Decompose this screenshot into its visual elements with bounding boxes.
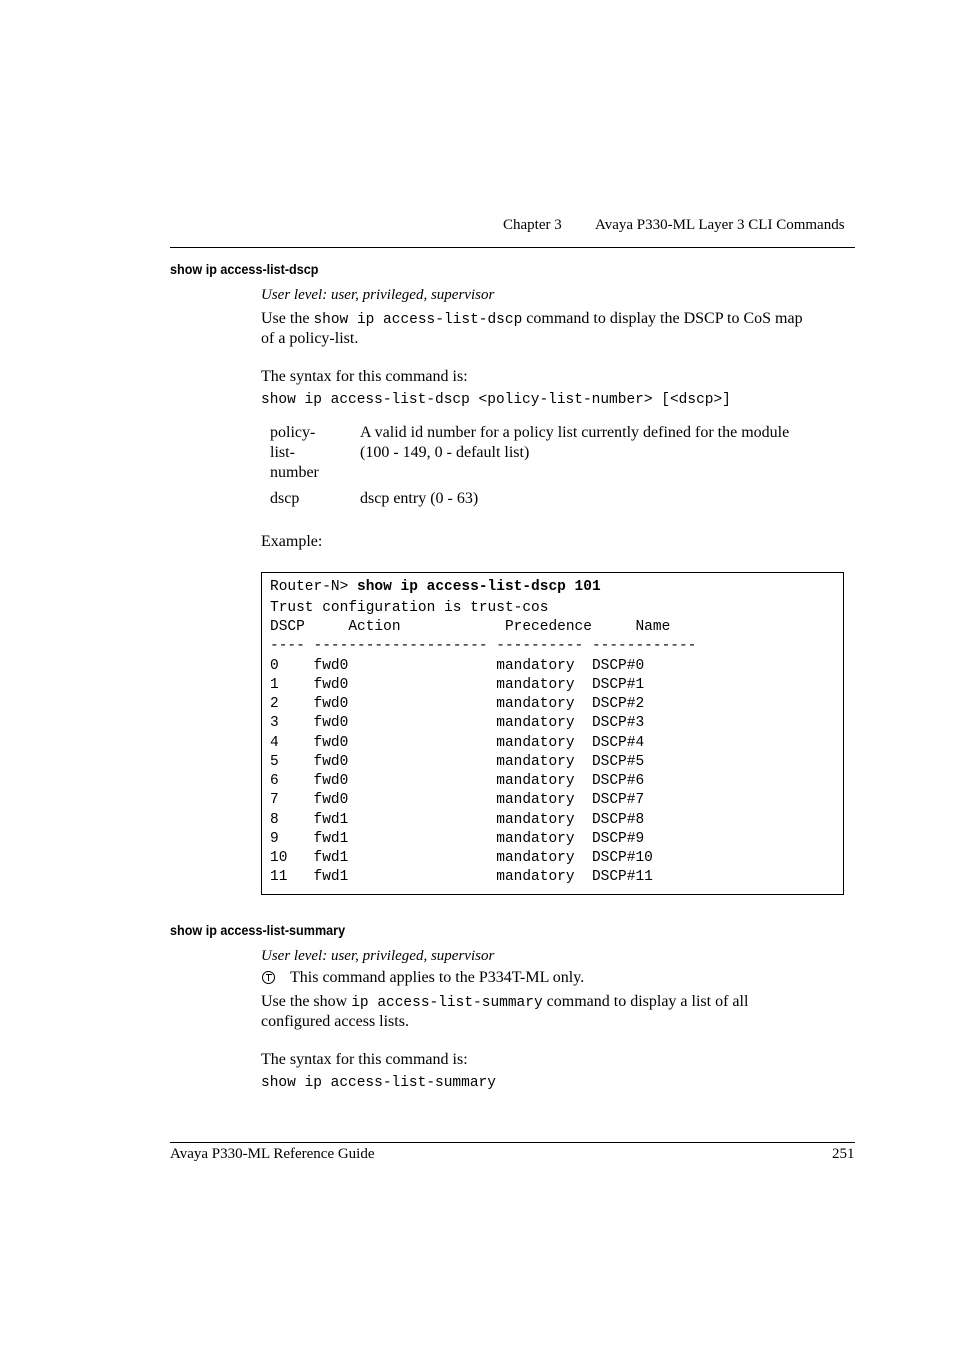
code-line: 9 fwd1 mandatory DSCP#9 bbox=[270, 831, 645, 847]
code-line: 2 fwd0 mandatory DSCP#2 bbox=[270, 696, 645, 712]
note-text: This command applies to the P334T-ML only. bbox=[290, 969, 585, 986]
info-icon bbox=[262, 971, 275, 984]
param-description bbox=[360, 423, 789, 463]
code-line: 10 fwd1 mandatory DSCP#10 bbox=[270, 850, 653, 866]
code-command-line bbox=[270, 578, 601, 596]
description-text: Use the bbox=[261, 310, 314, 327]
inline-command: ip access-list-summary bbox=[351, 995, 543, 1011]
code-line: Trust configuration is trust-cos bbox=[270, 600, 549, 616]
code-line: 4 fwd0 mandatory DSCP#4 bbox=[270, 735, 645, 751]
example-label: Example: bbox=[261, 533, 323, 550]
syntax-intro-summary: The syntax for this command is: bbox=[261, 1051, 468, 1068]
header-rule bbox=[170, 247, 855, 248]
description-summary-line2: configured access lists. bbox=[261, 1013, 409, 1030]
description-dscp-line2: of a policy-list. bbox=[261, 330, 359, 347]
inline-command: show ip access-list-dscp bbox=[313, 312, 523, 328]
header-title: Avaya P330-ML Layer 3 CLI Commands bbox=[595, 217, 845, 233]
param-description-line: A valid id number for a policy list currently defined for the module bbox=[360, 424, 790, 441]
user-level-dscp: User level: user, privileged, supervisor bbox=[261, 287, 495, 303]
section-heading-dscp: show ip access-list-dscp bbox=[170, 261, 319, 277]
footer-rule bbox=[170, 1142, 855, 1143]
code-line: 7 fwd0 mandatory DSCP#7 bbox=[270, 792, 645, 808]
param-description-line: (100 - 149, 0 - default list) bbox=[360, 444, 530, 461]
param-name-line: number bbox=[270, 464, 319, 481]
cli-command: show ip access-list-dscp 101 bbox=[357, 579, 601, 595]
param-name bbox=[270, 423, 319, 483]
code-line: 5 fwd0 mandatory DSCP#5 bbox=[270, 754, 645, 770]
page-number: 251 bbox=[832, 1146, 855, 1162]
description-text: command to display the DSCP to CoS map bbox=[522, 310, 803, 327]
header-chapter: Chapter 3 bbox=[503, 217, 562, 233]
user-level-summary: User level: user, privileged, supervisor bbox=[261, 948, 495, 964]
code-line: 8 fwd1 mandatory DSCP#8 bbox=[270, 812, 645, 828]
code-line: DSCP Action Precedence Name bbox=[270, 619, 671, 635]
description-summary bbox=[261, 992, 748, 1013]
param-description: dscp entry (0 - 63) bbox=[360, 490, 479, 507]
section-heading-summary: show ip access-list-summary bbox=[170, 922, 346, 938]
syntax-summary: show ip access-list-summary bbox=[261, 1075, 496, 1091]
description-text: command to display a list of all bbox=[542, 993, 749, 1010]
description-text: Use the show bbox=[261, 993, 352, 1010]
param-name-line: list- bbox=[270, 444, 295, 461]
code-line: 11 fwd1 mandatory DSCP#11 bbox=[270, 869, 653, 885]
cli-prompt: Router-N> bbox=[270, 579, 358, 595]
code-line: 1 fwd0 mandatory DSCP#1 bbox=[270, 677, 645, 693]
footer-guide-title: Avaya P330-ML Reference Guide bbox=[170, 1146, 375, 1162]
code-line: 3 fwd0 mandatory DSCP#3 bbox=[270, 715, 645, 731]
code-line: 6 fwd0 mandatory DSCP#6 bbox=[270, 773, 645, 789]
code-line: 0 fwd0 mandatory DSCP#0 bbox=[270, 658, 645, 674]
syntax-dscp: show ip access-list-dscp <policy-list-number> [<dscp>] bbox=[261, 392, 731, 408]
param-name: dscp bbox=[270, 490, 300, 507]
code-line: ---- -------------------- ---------- ------------ bbox=[270, 638, 697, 654]
syntax-intro-dscp: The syntax for this command is: bbox=[261, 368, 468, 385]
param-name-line: policy- bbox=[270, 424, 316, 441]
description-dscp bbox=[261, 309, 803, 330]
